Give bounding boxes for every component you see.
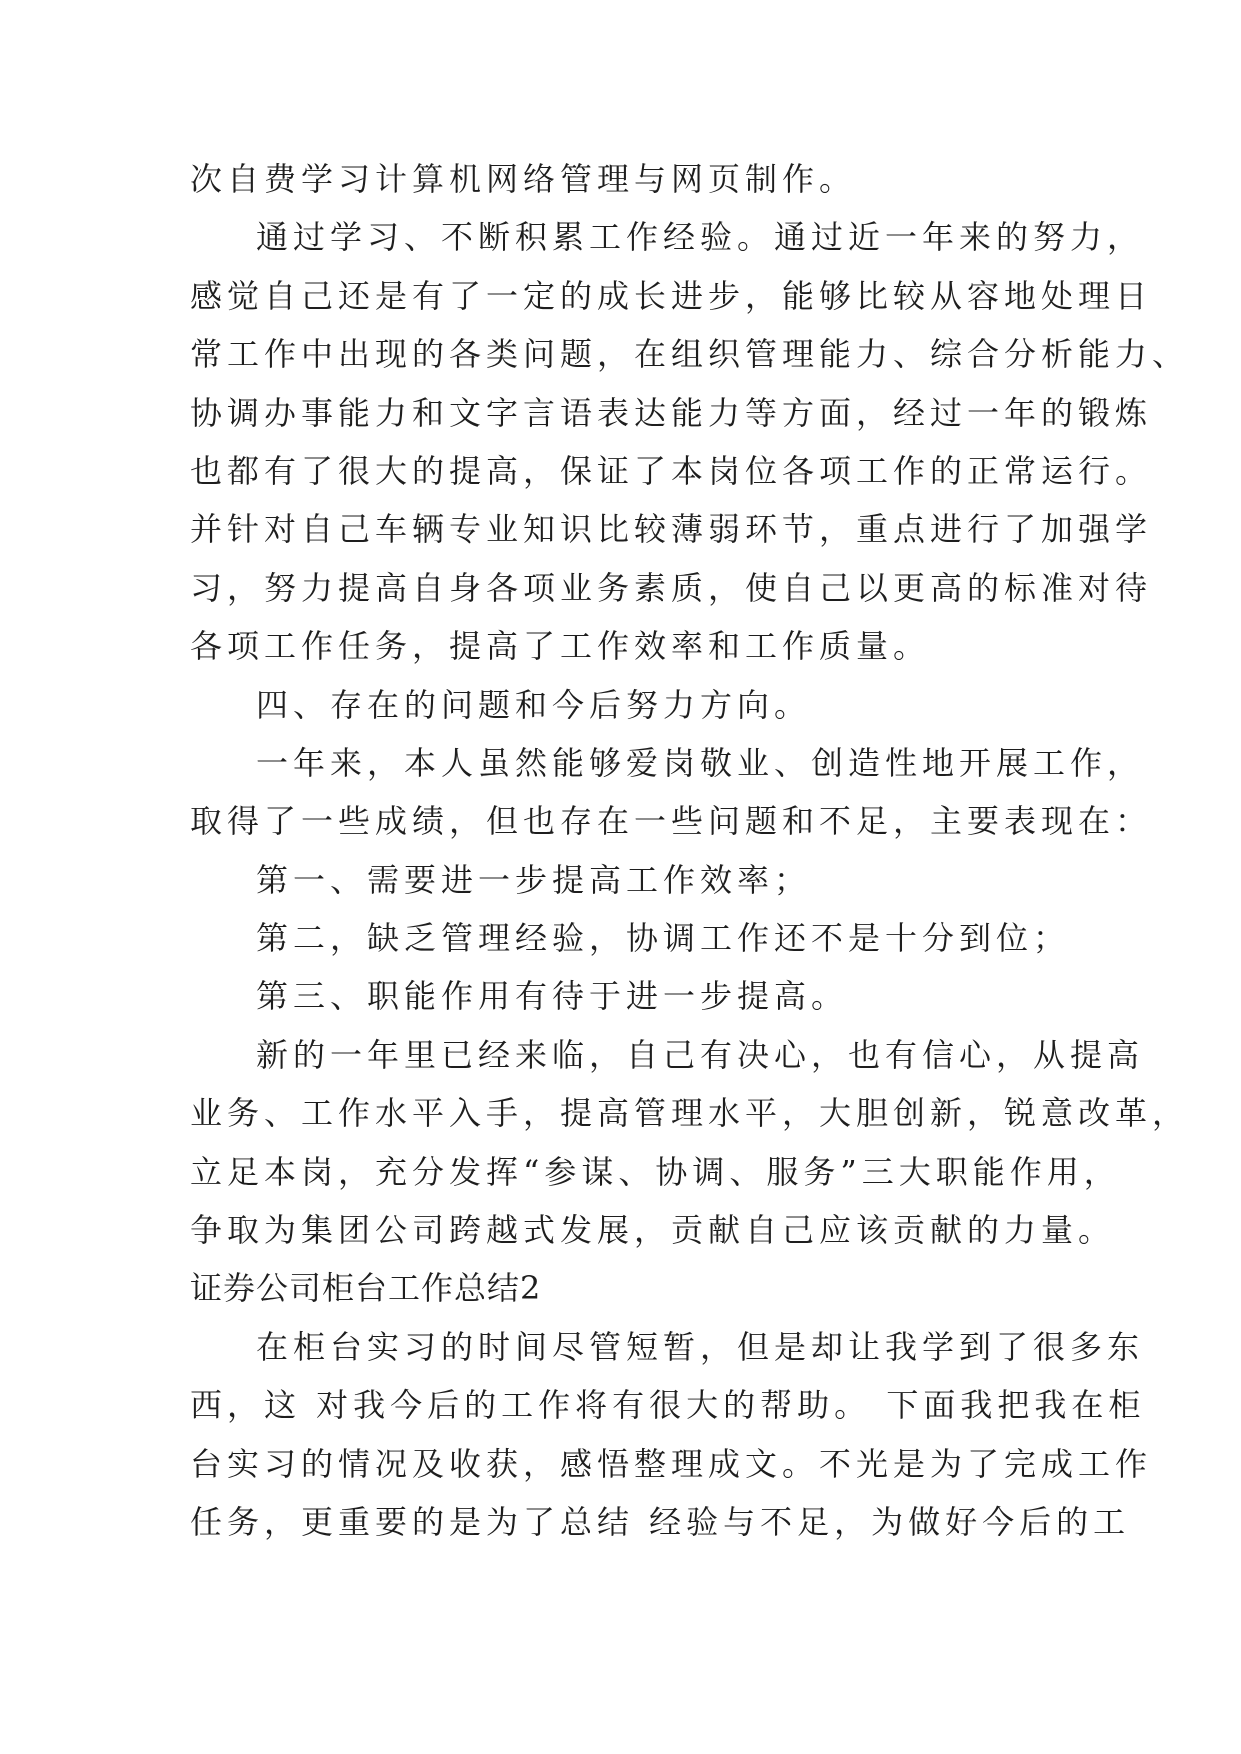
paragraph-start-line: 一年来，本人虽然能够爱岗敬业、创造性地开展工作， [256,743,1145,782]
text-line: 常工作中出现的各类问题，在组织管理能力、综合分析能力、 [190,335,1190,374]
text-line: 西，这 对我今后的工作将有很大的帮助。 下面我把我在柜 [190,1386,1146,1425]
text-line: 也都有了很大的提高，保证了本岗位各项工作的正常运行。 [190,451,1153,490]
list-item: 第三、职能作用有待于进一步提高。 [256,977,849,1016]
text-line: 感觉自己还是有了一定的成长进步，能够比较从容地处理日 [190,276,1153,315]
document-title: 证券公司柜台工作总结2 [190,1269,542,1308]
paragraph-start-line: 新的一年里已经来临，自己有决心，也有信心，从提高 [256,1035,1145,1074]
text-line: 台实习的情况及收获，感悟整理成文。不光是为了完成工作 [190,1444,1153,1483]
document-body [190,150,1190,1551]
list-item: 第二，缺乏管理经验，协调工作还不是十分到位； [256,919,1071,958]
text-line: 次自费学习计算机网络管理与网页制作。 [190,160,857,198]
text-line: 并针对自己车辆专业知识比较薄弱环节，重点进行了加强学 [190,510,1153,549]
paragraph-start-line: 在柜台实习的时间尽管短暂，但是却让我学到了很多东 [256,1327,1145,1366]
text-line: 习，努力提高自身各项业务素质，使自己以更高的标准对待 [190,568,1153,607]
text-line: 协调办事能力和文字言语表达能力等方面，经过一年的锻炼 [190,393,1153,432]
text-line: 争取为集团公司跨越式发展，贡献自己应该贡献的力量。 [190,1211,1116,1250]
section-heading: 四、存在的问题和今后努力方向。 [256,685,812,724]
paragraph-start-line: 通过学习、不断积累工作经验。通过近一年来的努力， [256,218,1145,257]
text-line: 取得了一些成绩，但也存在一些问题和不足，主要表现在： [190,802,1153,841]
text-line: 任务，更重要的是为了总结 经验与不足，为做好今后的工 [190,1502,1131,1541]
list-item: 第一、需要进一步提高工作效率； [256,860,812,899]
text-line: 各项工作任务，提高了工作效率和工作质量。 [190,627,931,666]
text-line: 立足本岗，充分发挥“参谋、协调、服务”三大职能作用， [190,1152,1121,1191]
text-line: 业务、工作水平入手，提高管理水平，大胆创新，锐意改革， [190,1094,1190,1133]
